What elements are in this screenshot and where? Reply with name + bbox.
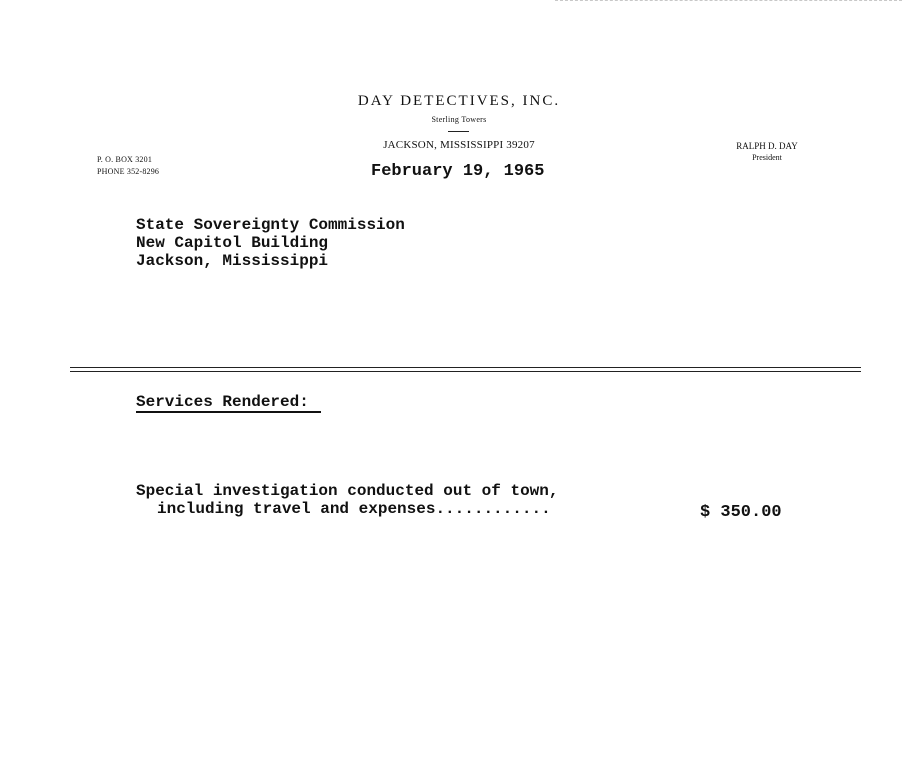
invoice-date: February 19, 1965 [371, 162, 545, 181]
contact-block [97, 154, 159, 178]
building-name: Sterling Towers [431, 115, 487, 124]
service-description-line-2: including travel and expenses............ [157, 500, 551, 518]
company-name: DAY DETECTIVES, INC. [357, 93, 561, 109]
po-box: P. O. BOX 3201 [97, 155, 153, 164]
phone-number: PHONE 352-8296 [97, 167, 160, 176]
recipient-line-3: Jackson, Mississippi [136, 252, 329, 270]
city-address: JACKSON, MISSISSIPPI 39207 [383, 139, 535, 151]
recipient-address [136, 216, 405, 270]
services-heading: Services Rendered: [136, 393, 309, 411]
section-divider-top [70, 367, 861, 368]
letterhead-divider [448, 131, 469, 132]
president-block [710, 140, 824, 164]
top-edge-dotted-line [555, 0, 902, 1]
service-description-line-1: Special investigation conducted out of town, [136, 482, 559, 500]
service-amount: $ 350.00 [700, 503, 782, 522]
recipient-line-1: State Sovereignty Commission [136, 216, 405, 234]
services-heading-underline [136, 411, 321, 413]
president-name: RALPH D. DAY [736, 141, 798, 151]
section-divider-bottom [70, 371, 861, 372]
recipient-line-2: New Capitol Building [136, 234, 329, 252]
president-title: President [752, 153, 782, 162]
